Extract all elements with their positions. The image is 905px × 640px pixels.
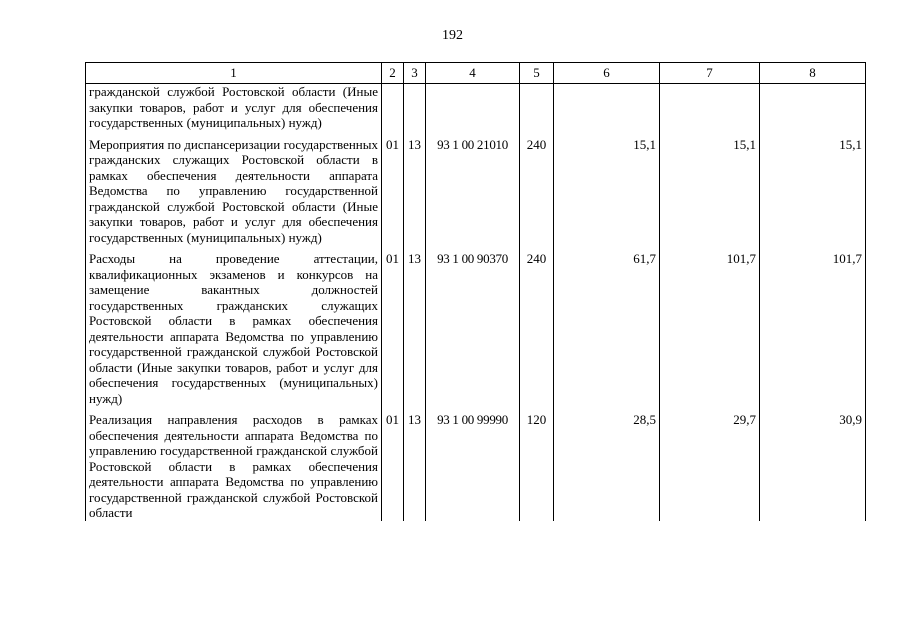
row-csr: 93 1 00 90370 [426,251,520,406]
row-rz: 01 [382,251,404,406]
row-pr: 13 [404,137,426,246]
page-number: 192 [442,28,463,43]
row-value-2: 29,7 [660,412,760,521]
row-name: гражданской службой Ростовской области (Иные закупки товаров, работ и услуг для обеспечения государственных (муниципальных) нужд) [86,84,382,131]
row-pr: 13 [404,251,426,406]
row-value-2 [660,84,760,131]
row-vr: 240 [520,137,554,246]
row-value-2: 15,1 [660,137,760,246]
row-name: Расходы на проведение аттестации, квалификационных экзаменов и конкурсов на замещение вакантных должностей государственных гражданских служащих Ростовской области в рамках обеспечения деятельности аппарата Ведомства по управлению государственной гражданской службой Ростовской области (Иные закупки товаров, работ и услуг для обеспечения государственных (муниципальных) нужд) [86,251,382,406]
budget-table [85,62,866,521]
table-row [86,412,866,521]
row-pr: 13 [404,412,426,521]
row-value-3 [760,84,866,131]
row-csr: 93 1 00 99990 [426,412,520,521]
row-value-3: 30,9 [760,412,866,521]
header-col-7: 7 [660,63,760,84]
header-col-5: 5 [520,63,554,84]
row-csr [426,84,520,131]
row-value-1: 15,1 [554,137,660,246]
header-col-1: 1 [86,63,382,84]
row-rz: 01 [382,137,404,246]
table-row [86,251,866,406]
row-name: Реализация направления расходов в рамках обеспечения деятельности аппарата Ведомства по управлению государственной гражданской службой Ростовской области в рамках обеспечения деятельности аппарата Ведомства по управлению государственной гражданской службой Ростовской области [86,412,382,521]
row-pr [404,84,426,131]
row-value-2: 101,7 [660,251,760,406]
header-col-4: 4 [426,63,520,84]
table-row [86,84,866,131]
row-value-3: 101,7 [760,251,866,406]
row-rz: 01 [382,412,404,521]
row-value-1: 28,5 [554,412,660,521]
row-value-1 [554,84,660,131]
row-vr [520,84,554,131]
header-col-6: 6 [554,63,660,84]
table-row [86,137,866,246]
row-rz [382,84,404,131]
header-col-8: 8 [760,63,866,84]
row-value-3: 15,1 [760,137,866,246]
row-name: Мероприятия по диспансеризации государственных гражданских служащих Ростовской области в рамках обеспечения деятельности аппарата Ведомства по управлению государственной гражданской службой Ростовской области (Иные закупки товаров, работ и услуг для обеспечения государственных (муниципальных) нужд) [86,137,382,246]
row-value-1: 61,7 [554,251,660,406]
header-col-2: 2 [382,63,404,84]
header-col-3: 3 [404,63,426,84]
row-csr: 93 1 00 21010 [426,137,520,246]
table-header-row [86,63,866,84]
row-vr: 120 [520,412,554,521]
row-vr: 240 [520,251,554,406]
